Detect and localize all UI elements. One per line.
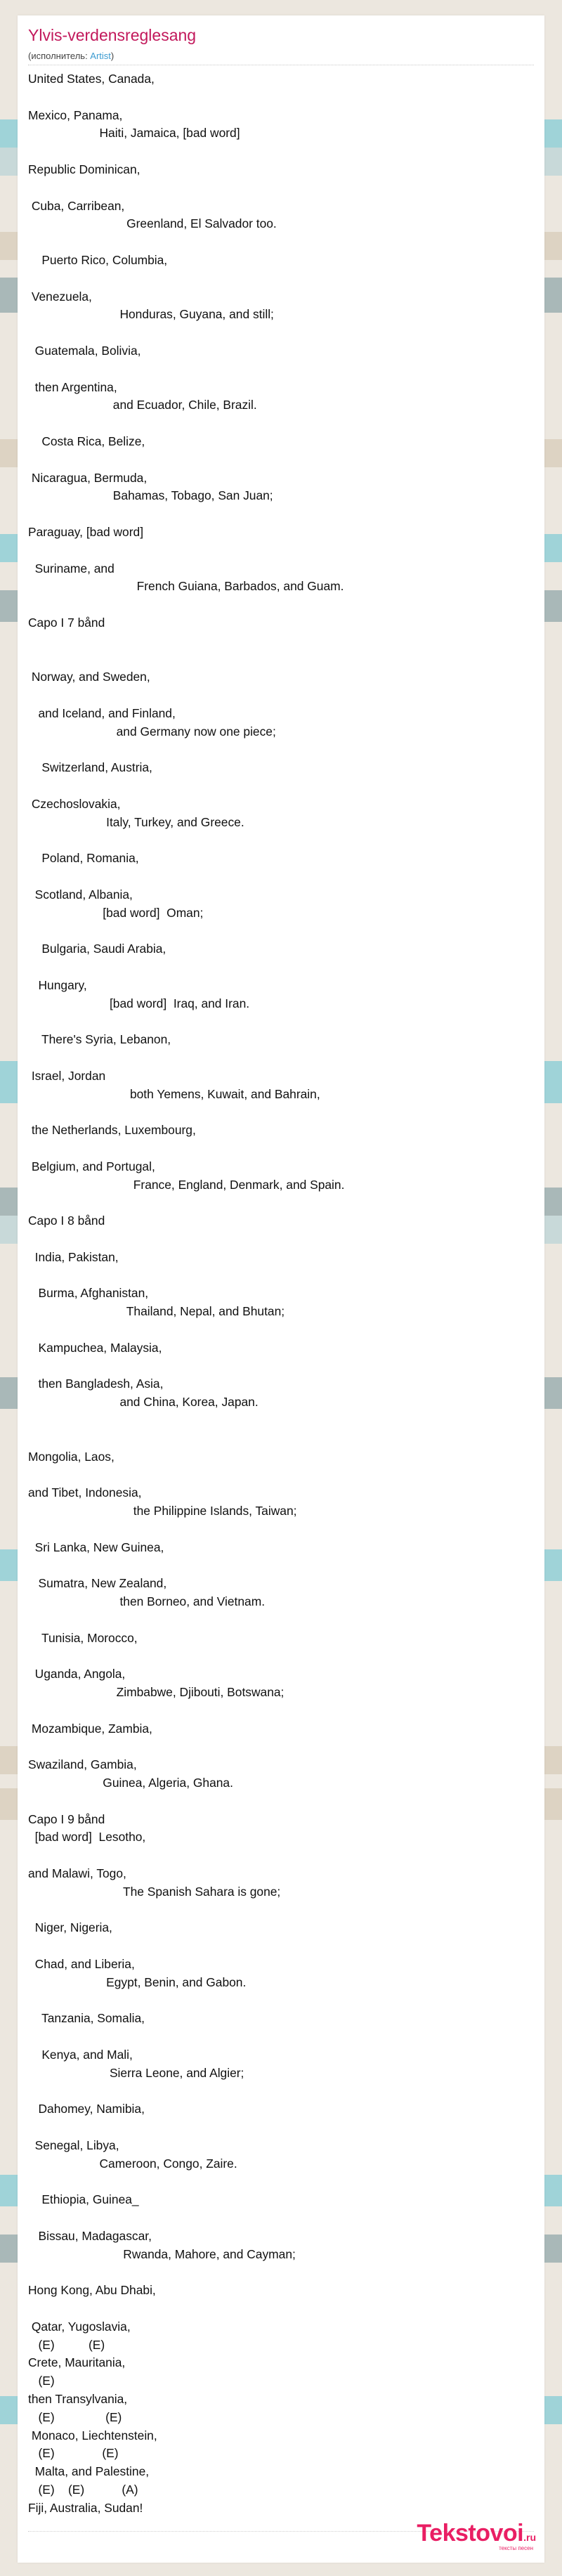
lyric-line: (E) (E) (A) (28, 2482, 138, 2497)
lyric-line (28, 1647, 534, 1665)
lyric-line (28, 1103, 534, 1121)
lyric-line: Suriname, and (28, 561, 115, 575)
lyric-line: Monaco, Liechtenstein, (28, 2428, 157, 2442)
lyric-line: Qatar, Yugoslavia, (28, 2319, 131, 2334)
lyric-line (28, 2028, 534, 2046)
lyric-line (28, 2300, 534, 2318)
lyric-line (28, 2082, 534, 2100)
lyric-line: Thailand, Nepal, and Bhutan; (28, 1304, 285, 1319)
lyric-line: Malta, and Palestine, (28, 2464, 150, 2479)
lyric-line: Kenya, and Mali, (28, 2047, 133, 2062)
lyric-line (28, 89, 534, 107)
lyric-line: Senegal, Libya, (28, 2138, 119, 2152)
lyric-line: Bahamas, Tobago, San Juan; (28, 488, 273, 503)
lyric-line: Greenland, El Salvador too. (28, 216, 277, 231)
lyric-line (28, 1267, 534, 1285)
lyric-line: Bulgaria, Saudi Arabia, (28, 942, 166, 956)
lyric-line (28, 651, 534, 669)
lyric-line: Switzerland, Austria, (28, 760, 152, 775)
lyric-line: Belgium, and Portugal, (28, 1159, 155, 1173)
artist-suffix: ) (110, 51, 115, 61)
lyric-line (28, 741, 534, 759)
lyrics-text (28, 70, 534, 2518)
lyric-line (28, 360, 534, 379)
lyric-line (28, 1611, 534, 1629)
lyric-line (28, 324, 534, 342)
lyric-line: (E) (28, 2374, 55, 2388)
lyric-line (28, 922, 534, 940)
lyric-line: Uganda, Angola, (28, 1667, 126, 1681)
lyric-line: Ethiopia, Guinea_ (28, 2192, 139, 2207)
lyric-line: There's Syria, Lebanon, (28, 1032, 171, 1047)
lyric-line: Sri Lanka, New Guinea, (28, 1540, 164, 1554)
lyric-line: Guatemala, Bolivia, (28, 343, 141, 358)
lyric-line (28, 632, 534, 651)
lyric-line: United States, Canada, (28, 72, 155, 86)
lyric-line: Capo I 8 bånd (28, 1214, 105, 1228)
lyric-line: India, Pakistan, (28, 1249, 119, 1264)
lyric-line (28, 1049, 534, 1067)
lyric-line: Fiji, Australia, Sudan! (28, 2500, 143, 2515)
lyric-line: Sumatra, New Zealand, (28, 1576, 167, 1591)
lyric-line (28, 1230, 534, 1249)
lyric-line: Norway, and Sweden, (28, 670, 150, 684)
lyric-line: Mozambique, Zambia, (28, 1721, 152, 1736)
lyric-line (28, 143, 534, 161)
lyric-line: and China, Korea, Japan. (28, 1395, 259, 1410)
lyric-line: Hong Kong, Abu Dhabi, (28, 2283, 156, 2298)
lyric-line: Crete, Mauritania, (28, 2355, 126, 2370)
lyric-line: and Malawi, Togo, (28, 1866, 126, 1880)
lyric-line: Swaziland, Gambia, (28, 1757, 137, 1772)
lyric-line: [bad word] Iraq, and Iran. (28, 996, 250, 1010)
lyric-line: Cuba, Carribean, (28, 198, 125, 213)
lyric-line (28, 1521, 534, 1539)
lyric-line: Egypt, Benin, and Gabon. (28, 1975, 247, 1989)
lyric-line (28, 868, 534, 886)
lyric-line: Paraguay, [bad word] (28, 524, 144, 539)
lyric-line (28, 1847, 534, 1865)
lyric-line: Guinea, Algeria, Ghana. (28, 1775, 233, 1790)
lyric-line (28, 687, 534, 705)
site-logo[interactable] (417, 2521, 536, 2551)
lyric-line (28, 179, 534, 197)
lyric-line (28, 2119, 534, 2137)
lyric-line (28, 831, 534, 850)
lyric-line: the Philippine Islands, Taiwan; (28, 1503, 297, 1518)
lyric-line: Mongolia, Laos, (28, 1449, 115, 1464)
lyric-line: Israel, Jordan (28, 1068, 106, 1083)
lyric-line: Tanzania, Somalia, (28, 2011, 145, 2026)
lyric-line: Kampuchea, Malaysia, (28, 1340, 162, 1355)
lyric-line: Cameroon, Congo, Zaire. (28, 2156, 237, 2171)
lyric-line: Venezuela, (28, 289, 92, 304)
lyric-line: and Iceland, and Finland, (28, 705, 176, 720)
lyric-line (28, 1793, 534, 1811)
lyric-line (28, 1358, 534, 1376)
lyric-line (28, 958, 534, 977)
artist-line (28, 51, 114, 61)
lyric-line (28, 1702, 534, 1720)
lyric-line: and Germany now one piece; (28, 724, 276, 739)
song-title: Ylvis-verdensreglesang (28, 26, 197, 44)
lyric-line: Hungary, (28, 977, 87, 992)
lyric-line: [bad word] Oman; (28, 905, 204, 920)
lyric-line (28, 1194, 534, 1212)
lyric-line: Haiti, Jamaica, [bad word] (28, 126, 240, 141)
lyric-line (28, 596, 534, 614)
lyric-line: Puerto Rico, Columbia, (28, 252, 168, 267)
logo-tagline: тексты песен (499, 2545, 533, 2551)
lyric-line (28, 1321, 534, 1339)
lyric-line: French Guiana, Barbados, and Guam. (28, 579, 344, 594)
lyric-line: the Netherlands, Luxembourg, (28, 1123, 196, 1138)
lyric-line (28, 777, 534, 795)
lyric-line: Rwanda, Mahore, and Cayman; (28, 2246, 296, 2261)
lyric-line: both Yemens, Kuwait, and Bahrain, (28, 1086, 320, 1101)
artist-prefix: (исполнитель: (28, 51, 91, 61)
lyric-line: Tunisia, Morocco, (28, 1630, 138, 1645)
lyric-line (28, 2173, 534, 2191)
lyric-line (28, 2209, 534, 2227)
lyric-line (28, 415, 534, 433)
lyric-line: [bad word] Lesotho, (28, 1830, 146, 1845)
lyric-line (28, 1466, 534, 1484)
lyric-line: (E) (E) (28, 2409, 122, 2424)
lyric-line: (E) (E) (28, 2446, 119, 2461)
lyric-line: then Bangladesh, Asia, (28, 1377, 164, 1391)
lyric-line (28, 1412, 534, 1430)
lyric-line: France, England, Denmark, and Spain. (28, 1177, 345, 1192)
lyric-line: Italy, Turkey, and Greece. (28, 814, 244, 829)
logo-domain: .ru (523, 2532, 536, 2543)
lyric-line: The Spanish Sahara is gone; (28, 1884, 281, 1899)
lyric-line: Mexico, Panama, (28, 108, 123, 122)
lyric-line: Bissau, Madagascar, (28, 2228, 152, 2243)
lyric-line (28, 1937, 534, 1956)
lyric-line: Sierra Leone, and Algier; (28, 2065, 244, 2080)
lyric-line: Scotland, Albania, (28, 887, 133, 902)
lyric-line: Republic Dominican, (28, 162, 140, 176)
lyric-line: Honduras, Guyana, and still; (28, 307, 274, 322)
lyric-line: and Tibet, Indonesia, (28, 1485, 142, 1500)
logo-text: Tekstovoi (417, 2520, 524, 2546)
lyric-line: then Argentina, (28, 379, 117, 394)
lyric-line: Dahomey, Namibia, (28, 2102, 145, 2116)
lyric-line: Burma, Afghanistan, (28, 1286, 149, 1301)
lyric-line: Czechoslovakia, (28, 796, 121, 811)
lyric-line (28, 233, 534, 252)
lyric-line: (E) (E) (28, 2337, 105, 2352)
lyric-line (28, 1738, 534, 1756)
lyrics-card (18, 15, 544, 2563)
lyric-line: and Ecuador, Chile, Brazil. (28, 398, 257, 412)
lyric-line: Niger, Nigeria, (28, 1920, 112, 1935)
lyric-line (28, 2263, 534, 2282)
lyric-line: Chad, and Liberia, (28, 1956, 135, 1971)
lyric-line (28, 1991, 534, 2010)
lyric-line (28, 1901, 534, 1919)
lyric-line: then Transylvania, (28, 2392, 128, 2406)
lyric-line: then Borneo, and Vietnam. (28, 1594, 266, 1608)
lyric-line: Zimbabwe, Djibouti, Botswana; (28, 1684, 285, 1699)
lyric-line (28, 270, 534, 288)
lyric-line: Capo I 7 bånd (28, 615, 105, 630)
lyric-line (28, 451, 534, 469)
lyric-line (28, 1140, 534, 1158)
lyric-line (28, 542, 534, 560)
lyric-line (28, 1556, 534, 1575)
lyric-line (28, 1430, 534, 1448)
lyric-line: Poland, Romania, (28, 851, 139, 866)
lyric-line (28, 505, 534, 523)
lyric-line: Capo I 9 bånd (28, 1811, 105, 1826)
lyric-line: Costa Rica, Belize, (28, 434, 145, 448)
lyric-line (28, 1013, 534, 1031)
artist-link[interactable]: Artist (90, 51, 111, 61)
lyric-line: Nicaragua, Bermuda, (28, 470, 148, 485)
